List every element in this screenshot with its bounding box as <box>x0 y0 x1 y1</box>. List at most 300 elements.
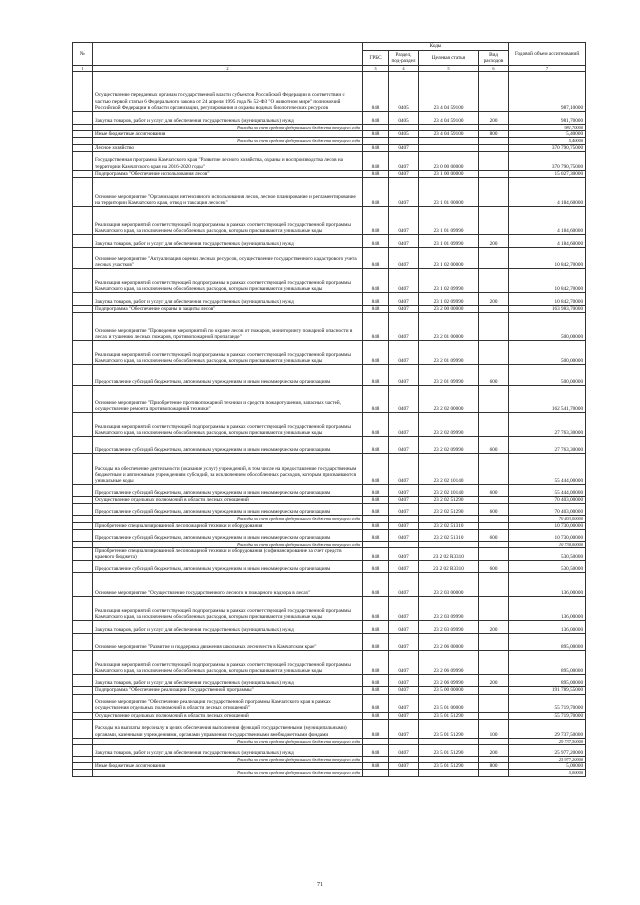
row-sum-cell: 10 730,00000 <box>509 541 586 547</box>
row-sum-cell: 136,00000 <box>509 621 586 634</box>
row-razdel-cell: 0407 <box>389 573 419 597</box>
row-vr-cell <box>479 269 509 293</box>
row-grbs-cell: 848 <box>363 694 389 712</box>
row-vr-cell <box>479 341 509 365</box>
table-row <box>73 269 586 293</box>
table-row <box>73 112 586 125</box>
row-razdel-cell: 0407 <box>389 313 419 341</box>
row-csr-cell: 23 1 01 00000 <box>419 178 479 207</box>
row-sum-cell: 27 763,30000 <box>509 437 586 454</box>
row-vr-cell <box>479 144 509 151</box>
row-grbs-cell: 848 <box>363 151 389 170</box>
row-vr-cell <box>479 170 509 177</box>
row-csr-cell: 23 2 02 00000 <box>419 386 479 413</box>
row-sum-cell: 10 730,00000 <box>509 529 586 541</box>
row-name-cell: Основное мероприятие "Обеспечение реализации государственной программы Камчатского края в рамках осуществления отдельных полномочий в области лесных отношений" <box>93 694 363 712</box>
row-number-cell <box>73 763 93 770</box>
row-vr-cell <box>479 413 509 437</box>
row-grbs-cell: 848 <box>363 745 389 757</box>
table-row <box>73 72 586 112</box>
column-number: 3 <box>363 66 389 72</box>
row-number-cell <box>73 170 93 177</box>
row-razdel-cell: 0407 <box>389 365 419 386</box>
table-row <box>73 712 586 719</box>
row-csr-cell: 23 2 02 R3310 <box>419 561 479 573</box>
row-razdel-cell: 0407 <box>389 763 419 770</box>
row-csr-cell: 23 5 00 00000 <box>419 687 479 694</box>
row-name-cell: Осуществление отдельных полномочий в области лесных отношений <box>93 712 363 719</box>
row-razdel-cell: 0407 <box>389 170 419 177</box>
row-sum-cell: 162 541,70000 <box>509 386 586 413</box>
row-grbs-cell: 848 <box>363 497 389 504</box>
row-csr-cell: 23 2 02 51310 <box>419 529 479 541</box>
row-name-cell: Расходы за счет средств федерального бюджета текущего года <box>93 125 363 131</box>
row-sum-cell: 4 184,60000 <box>509 207 586 235</box>
row-name-cell: Подпрограмма "Обеспечение реализации Государственной программы" <box>93 687 363 694</box>
row-vr-cell <box>479 651 509 675</box>
column-number: 5 <box>419 66 479 72</box>
table-row <box>73 597 586 621</box>
row-csr-cell: 23 2 01 00000 <box>419 313 479 341</box>
row-vr-cell <box>479 306 509 313</box>
row-grbs-cell: 848 <box>363 687 389 694</box>
row-grbs-cell: 848 <box>363 504 389 516</box>
row-grbs-cell: 848 <box>363 365 389 386</box>
row-vr-cell <box>479 207 509 235</box>
table-row <box>73 170 586 177</box>
table-row <box>73 386 586 413</box>
row-csr-cell: 23 2 06 00000 <box>419 634 479 651</box>
row-number-cell <box>73 770 93 776</box>
table-row <box>73 485 586 497</box>
row-sum-cell: 70 403,00000 <box>509 497 586 504</box>
row-razdel-cell: 0407 <box>389 621 419 634</box>
row-sum-cell: 370 790,75000 <box>509 144 586 151</box>
row-sum-cell: 5,00000 <box>509 770 586 776</box>
row-number-cell <box>73 504 93 516</box>
row-csr-cell: 23 1 01 09990 <box>419 207 479 235</box>
row-csr-cell: 23 2 02 51310 <box>419 522 479 529</box>
row-number-cell <box>73 306 93 313</box>
row-sum-cell: 136,00000 <box>509 573 586 597</box>
row-grbs-cell: 848 <box>363 413 389 437</box>
row-grbs-cell: 848 <box>363 170 389 177</box>
row-name-cell: Основное мероприятие "Развитие и поддержка движения школьных лесничеств в Камчатском крае" <box>93 634 363 651</box>
row-sum-cell: 15 027,30000 <box>509 170 586 177</box>
row-name-cell: Предоставление субсидий бюджетным, автономным учреждениям и иным некоммерческим организациям <box>93 437 363 454</box>
row-grbs-cell: 848 <box>363 548 389 561</box>
row-razdel-cell: 0407 <box>389 207 419 235</box>
row-razdel-cell: 0405 <box>389 131 419 138</box>
table-row <box>73 437 586 454</box>
table-row <box>73 293 586 306</box>
row-name-cell: Иные бюджетные ассигнования <box>93 763 363 770</box>
row-number-cell <box>73 651 93 675</box>
row-sum-cell: 29 737,50000 <box>509 738 586 744</box>
row-sum-cell: 4 184,60000 <box>509 235 586 248</box>
row-number-cell <box>73 573 93 597</box>
row-name-cell: Осуществление отдельных полномочий в области лесных отношений <box>93 497 363 504</box>
row-razdel-cell: 0407 <box>389 561 419 573</box>
row-name-cell: Расходы за счет средств федерального бюджета текущего года <box>93 770 363 776</box>
row-grbs-cell: 848 <box>363 131 389 138</box>
row-grbs-cell <box>363 770 389 776</box>
header-sum: Годовой объем ассигнований <box>509 43 586 66</box>
row-grbs-cell: 848 <box>363 485 389 497</box>
row-sum-cell: 70 403,00000 <box>509 504 586 516</box>
row-sum-cell: 191 789,55000 <box>509 687 586 694</box>
header-codes: Коды <box>363 43 509 51</box>
row-csr-cell: 23 1 00 00000 <box>419 170 479 177</box>
row-name-cell: Расходы за счет средств федерального бюджета текущего года <box>93 541 363 547</box>
row-grbs-cell: 848 <box>363 712 389 719</box>
row-csr-cell: 23 2 02 09990 <box>419 437 479 454</box>
table-row <box>73 178 586 207</box>
row-csr-cell: 23 0 00 00000 <box>419 151 479 170</box>
row-sum-cell: 4 184,60000 <box>509 178 586 207</box>
column-number: 7 <box>509 66 586 72</box>
row-razdel-cell: 0405 <box>389 72 419 112</box>
row-name-cell: Расходы за счет средств федерального бюджета текущего года <box>93 516 363 522</box>
row-sum-cell: 895,00000 <box>509 634 586 651</box>
row-razdel-cell: 0407 <box>389 745 419 757</box>
row-razdel-cell: 0407 <box>389 634 419 651</box>
row-vr-cell <box>479 770 509 776</box>
row-name-cell: Предоставление субсидий бюджетным, автономным учреждениям и иным некоммерческим организациям <box>93 561 363 573</box>
row-name-cell: Предоставление субсидий бюджетным, автономным учреждениям и иным некоммерческим организациям <box>93 365 363 386</box>
row-sum-cell: 5,00000 <box>509 763 586 770</box>
row-sum-cell: 55 719,70000 <box>509 694 586 712</box>
row-vr-cell: 200 <box>479 235 509 248</box>
row-razdel-cell: 0407 <box>389 694 419 712</box>
row-csr-cell: 23 2 02 09990 <box>419 413 479 437</box>
row-name-cell: Закупка товаров, работ и услуг для обеспечения государственных (муниципальных) нужд <box>93 235 363 248</box>
table-row <box>73 651 586 675</box>
row-name-cell: Подпрограмма "Обеспечение охраны и защиты лесов" <box>93 306 363 313</box>
row-name-cell: Предоставление субсидий бюджетным, автономным учреждениям и иным некоммерческим организациям <box>93 504 363 516</box>
row-csr-cell: 23 2 03 00000 <box>419 573 479 597</box>
row-csr-cell: 23 2 03 09990 <box>419 621 479 634</box>
row-name-cell: Расходы на обеспечение деятельности (оказание услуг) учреждений, в том числе на предоставление государственным бюджетным и автономным учреждениям субсидий, за исключением обособленных расходов, которым присваиваются уникальные коды <box>93 454 363 485</box>
row-number-cell <box>73 386 93 413</box>
row-vr-cell: 600 <box>479 437 509 454</box>
row-csr-cell: 23 5 01 51290 <box>419 719 479 738</box>
row-csr-cell: 23 1 01 09990 <box>419 235 479 248</box>
row-number-cell <box>73 497 93 504</box>
row-razdel-cell: 0407 <box>389 485 419 497</box>
row-name-cell: Лесное хозяйство <box>93 144 363 151</box>
row-sum-cell: 55 444,00000 <box>509 454 586 485</box>
table-row <box>73 573 586 597</box>
header-vr: Вид расходов <box>479 51 509 66</box>
row-razdel-cell: 0407 <box>389 306 419 313</box>
table-row <box>73 504 586 516</box>
row-csr-cell: 23 2 01 09990 <box>419 365 479 386</box>
table-row <box>73 365 586 386</box>
row-csr-cell: 23 5 01 51290 <box>419 763 479 770</box>
row-number-cell <box>73 485 93 497</box>
row-name-cell: Реализация мероприятий соответствующей подпрограммы в рамках соответствующей государственной программы Камчатского края, за исключением обособленных расходов, которым присваиваются уникальные коды <box>93 597 363 621</box>
row-vr-cell: 600 <box>479 529 509 541</box>
row-grbs-cell: 848 <box>363 621 389 634</box>
row-vr-cell: 200 <box>479 293 509 306</box>
row-name-cell: Закупка товаров, работ и услуг для обеспечения государственных (муниципальных) нужд <box>93 112 363 125</box>
row-csr-cell: 23 1 02 09990 <box>419 293 479 306</box>
row-sum-cell: 987,10000 <box>509 72 586 112</box>
column-number: 4 <box>389 66 419 72</box>
row-grbs-cell: 848 <box>363 269 389 293</box>
table-row <box>73 770 586 776</box>
row-name-cell: Предоставление субсидий бюджетным, автономным учреждениям и иным некоммерческим организациям <box>93 529 363 541</box>
row-csr-cell: 23 2 01 09990 <box>419 341 479 365</box>
table-row <box>73 497 586 504</box>
row-number-cell <box>73 634 93 651</box>
row-csr-cell: 23 2 02 51290 <box>419 497 479 504</box>
column-number: 6 <box>479 66 509 72</box>
row-grbs-cell: 848 <box>363 72 389 112</box>
row-vr-cell: 600 <box>479 561 509 573</box>
row-vr-cell <box>479 178 509 207</box>
row-razdel-cell: 0407 <box>389 522 419 529</box>
row-grbs-cell: 848 <box>363 675 389 687</box>
row-vr-cell <box>479 548 509 561</box>
row-number-cell <box>73 529 93 541</box>
row-number-cell <box>73 313 93 341</box>
row-name-cell: Расходы за счет средств федерального бюджета текущего года <box>93 738 363 744</box>
row-sum-cell: 895,00000 <box>509 675 586 687</box>
row-razdel-cell: 0407 <box>389 341 419 365</box>
table-row <box>73 634 586 651</box>
row-grbs-cell: 848 <box>363 178 389 207</box>
row-grbs-cell: 848 <box>363 522 389 529</box>
row-name-cell: Приобретение специализированной лесопожарной техники и оборудования (софинансирование за счет средств краевого бюджета) <box>93 548 363 561</box>
row-sum-cell: 10 730,00000 <box>509 522 586 529</box>
row-number-cell <box>73 675 93 687</box>
row-name-cell: Предоставление субсидий бюджетным, автономным учреждениям и иным некоммерческим организациям <box>93 485 363 497</box>
table-row <box>73 719 586 738</box>
row-vr-cell <box>479 72 509 112</box>
table-row <box>73 248 586 269</box>
row-name-cell: Реализация мероприятий соответствующей подпрограммы в рамках соответствующей государственной программы Камчатского края, за исключением обособленных расходов, которым присваиваются уникальные коды <box>93 269 363 293</box>
row-sum-cell: 136,00000 <box>509 597 586 621</box>
row-sum-cell: 500,00000 <box>509 313 586 341</box>
row-grbs-cell: 848 <box>363 719 389 738</box>
row-razdel-cell: 0407 <box>389 454 419 485</box>
row-vr-cell: 200 <box>479 745 509 757</box>
row-name-cell: Расходы за счет средств федерального бюджета текущего года <box>93 757 363 763</box>
row-vr-cell <box>479 712 509 719</box>
row-razdel-cell: 0407 <box>389 178 419 207</box>
row-sum-cell: 10 842,70000 <box>509 269 586 293</box>
row-number-cell <box>73 131 93 138</box>
row-vr-cell <box>479 386 509 413</box>
row-vr-cell: 600 <box>479 504 509 516</box>
header-csr: Целевая статья <box>419 51 479 66</box>
row-csr-cell: 23 4 04 59100 <box>419 131 479 138</box>
row-razdel-cell: 0407 <box>389 293 419 306</box>
row-name-cell: Расходы за счет средств федерального бюджета текущего года <box>93 138 363 144</box>
row-sum-cell: 27 763,30000 <box>509 413 586 437</box>
table-body <box>73 72 586 777</box>
table-row <box>73 745 586 757</box>
row-sum-cell: 29 737,50000 <box>509 719 586 738</box>
row-vr-cell: 200 <box>479 675 509 687</box>
row-name-cell: Основное мероприятие "Осуществление государственного лесного и пожарного надзора в лесах" <box>93 573 363 597</box>
row-grbs-cell: 848 <box>363 651 389 675</box>
row-number-cell <box>73 745 93 757</box>
row-vr-cell: 600 <box>479 485 509 497</box>
row-razdel-cell <box>389 770 419 776</box>
row-csr-cell: 23 5 01 51290 <box>419 712 479 719</box>
row-csr-cell: 23 2 02 10140 <box>419 454 479 485</box>
row-grbs-cell: 848 <box>363 437 389 454</box>
table-row <box>73 144 586 151</box>
row-vr-cell <box>479 694 509 712</box>
row-vr-cell: 200 <box>479 112 509 125</box>
row-number-cell <box>73 293 93 306</box>
table-row <box>73 675 586 687</box>
row-csr-cell: 23 2 02 R3310 <box>419 548 479 561</box>
row-name-cell: Закупка товаров, работ и услуг для обеспечения государственных (муниципальных) нужд <box>93 293 363 306</box>
row-vr-cell <box>479 454 509 485</box>
row-vr-cell: 200 <box>479 621 509 634</box>
row-sum-cell: 530,50000 <box>509 561 586 573</box>
row-number-cell <box>73 687 93 694</box>
row-sum-cell: 25 977,20000 <box>509 757 586 763</box>
table-row <box>73 687 586 694</box>
row-csr-cell: 23 4 04 59100 <box>419 72 479 112</box>
row-grbs-cell: 848 <box>363 207 389 235</box>
row-csr-cell: 23 2 06 09990 <box>419 651 479 675</box>
row-csr-cell: 23 1 02 09990 <box>419 269 479 293</box>
row-razdel-cell: 0405 <box>389 112 419 125</box>
row-razdel-cell: 0407 <box>389 504 419 516</box>
row-grbs-cell: 848 <box>363 561 389 573</box>
row-razdel-cell: 0407 <box>389 497 419 504</box>
table-row <box>73 413 586 437</box>
table-row <box>73 207 586 235</box>
row-csr-cell: 23 2 00 00000 <box>419 306 479 313</box>
table-row <box>73 151 586 170</box>
row-razdel-cell: 0407 <box>389 712 419 719</box>
row-csr-cell: 23 2 02 51290 <box>419 504 479 516</box>
table-row <box>73 529 586 541</box>
row-sum-cell: 500,00000 <box>509 365 586 386</box>
row-vr-cell <box>479 573 509 597</box>
row-vr-cell: 800 <box>479 131 509 138</box>
row-number-cell <box>73 522 93 529</box>
row-name-cell: Реализация мероприятий соответствующей подпрограммы в рамках соответствующей государственной программы Камчатского края, за исключением обособленных расходов, которым присваиваются уникальные коды <box>93 341 363 365</box>
budget-document <box>72 42 585 777</box>
row-sum-cell: 895,00000 <box>509 651 586 675</box>
row-sum-cell: 981,70000 <box>509 112 586 125</box>
row-name-cell: Закупка товаров, работ и услуг для обеспечения государственных (муниципальных) нужд <box>93 675 363 687</box>
row-vr-cell: 100 <box>479 719 509 738</box>
row-name-cell: Основное мероприятие "Проведение мероприятий по охране лесов от пожаров, мониторингу пожарной опасности в лесах и тушению лесных пожаров, противопожарной пропаганде" <box>93 313 363 341</box>
row-name-cell: Иные бюджетные ассигнования <box>93 131 363 138</box>
row-sum-cell: 981,70000 <box>509 125 586 131</box>
row-number-cell <box>73 178 93 207</box>
row-grbs-cell: 848 <box>363 529 389 541</box>
table-row <box>73 131 586 138</box>
row-csr-cell: 23 5 01 51290 <box>419 745 479 757</box>
row-number-cell <box>73 561 93 573</box>
row-grbs-cell: 848 <box>363 235 389 248</box>
row-razdel-cell: 0407 <box>389 719 419 738</box>
row-vr-cell <box>479 151 509 170</box>
row-number-cell <box>73 72 93 112</box>
row-razdel-cell: 0407 <box>389 144 419 151</box>
row-number-cell <box>73 365 93 386</box>
row-grbs-cell: 848 <box>363 112 389 125</box>
row-name-cell: Закупка товаров, работ и услуг для обеспечения государственных (муниципальных) нужд <box>93 621 363 634</box>
row-sum-cell: 163 983,70000 <box>509 306 586 313</box>
row-vr-cell <box>479 634 509 651</box>
budget-table <box>72 42 586 777</box>
row-number-cell <box>73 269 93 293</box>
table-row <box>73 621 586 634</box>
row-number-cell <box>73 694 93 712</box>
row-csr-cell <box>419 144 479 151</box>
row-vr-cell <box>479 687 509 694</box>
row-name-cell: Осуществление переданных органам государственной власти субъектов Российской Федерации в соответствии с частью первой статьи 6 Федерального закона от 24 апреля 1995 года № 52-ФЗ "О животном мире" полномочий Российской Федерации в области организации, регулирования и охраны водных биологических ресурсов <box>93 72 363 112</box>
table-row <box>73 313 586 341</box>
header-grbs: ГРБС <box>363 51 389 66</box>
row-name-cell: Закупка товаров, работ и услуг для обеспечения государственных (муниципальных) нужд <box>93 745 363 757</box>
row-number-cell <box>73 719 93 738</box>
row-sum-cell: 70 403,00000 <box>509 516 586 522</box>
row-sum-cell: 5,40000 <box>509 131 586 138</box>
row-grbs-cell: 848 <box>363 313 389 341</box>
row-razdel-cell: 0407 <box>389 675 419 687</box>
row-name-cell: Реализация мероприятий соответствующей подпрограммы в рамках соответствующей государственной программы Камчатского края, за исключением обособленных расходов, которым присваиваются уникальные коды <box>93 207 363 235</box>
row-sum-cell: 10 842,70000 <box>509 293 586 306</box>
row-number-cell <box>73 341 93 365</box>
row-number-cell <box>73 112 93 125</box>
header-name <box>93 43 363 66</box>
row-name-cell: Основное мероприятие "Организация интенсивного использования лесов, лесное планирование и регламентирование на территории Камчатского края, отвод и таксация лесосек" <box>93 178 363 207</box>
row-csr-cell: 23 1 02 00000 <box>419 248 479 269</box>
row-vr-cell: 600 <box>479 365 509 386</box>
row-number-cell <box>73 437 93 454</box>
row-number-cell <box>73 144 93 151</box>
row-razdel-cell: 0407 <box>389 651 419 675</box>
row-name-cell: Реализация мероприятий соответствующей подпрограммы в рамках соответствующей государственной программы Камчатского края, за исключением обособленных расходов, которым присваиваются уникальные коды <box>93 413 363 437</box>
row-razdel-cell: 0407 <box>389 687 419 694</box>
row-number-cell <box>73 235 93 248</box>
row-name-cell: Основное мероприятие "Приобретение противопожарной техники и средств пожаротушения, запасных частей, осуществление ремонта противопожарной техники" <box>93 386 363 413</box>
row-razdel-cell: 0407 <box>389 269 419 293</box>
row-razdel-cell: 0407 <box>389 437 419 454</box>
row-csr-cell: 23 5 01 00000 <box>419 694 479 712</box>
page-number: 71 <box>317 882 323 888</box>
row-number-cell <box>73 207 93 235</box>
row-grbs-cell: 848 <box>363 573 389 597</box>
row-grbs-cell: 848 <box>363 386 389 413</box>
row-number-cell <box>73 413 93 437</box>
row-name-cell: Государственная программа Камчатского края "Развитие лесного хозяйства, охраны и воспроизводства лесов на территории Камчатского края на 2016-2020 годы" <box>93 151 363 170</box>
row-grbs-cell: 848 <box>363 144 389 151</box>
row-razdel-cell: 0407 <box>389 548 419 561</box>
row-number-cell <box>73 548 93 561</box>
row-name-cell: Реализация мероприятий соответствующей подпрограммы в рамках соответствующей государственной программы Камчатского края, за исключением обособленных расходов, которым присваиваются уникальные коды <box>93 651 363 675</box>
row-grbs-cell: 848 <box>363 454 389 485</box>
row-number-cell <box>73 712 93 719</box>
table-row <box>73 454 586 485</box>
row-number-cell <box>73 621 93 634</box>
row-name-cell: Расходы на выплаты персоналу в целях обеспечения выполнения функций государственными (муниципальными) органами, казенными учреждениями, органами управления государственными внебюджетными фондами <box>93 719 363 738</box>
row-sum-cell: 530,50000 <box>509 548 586 561</box>
